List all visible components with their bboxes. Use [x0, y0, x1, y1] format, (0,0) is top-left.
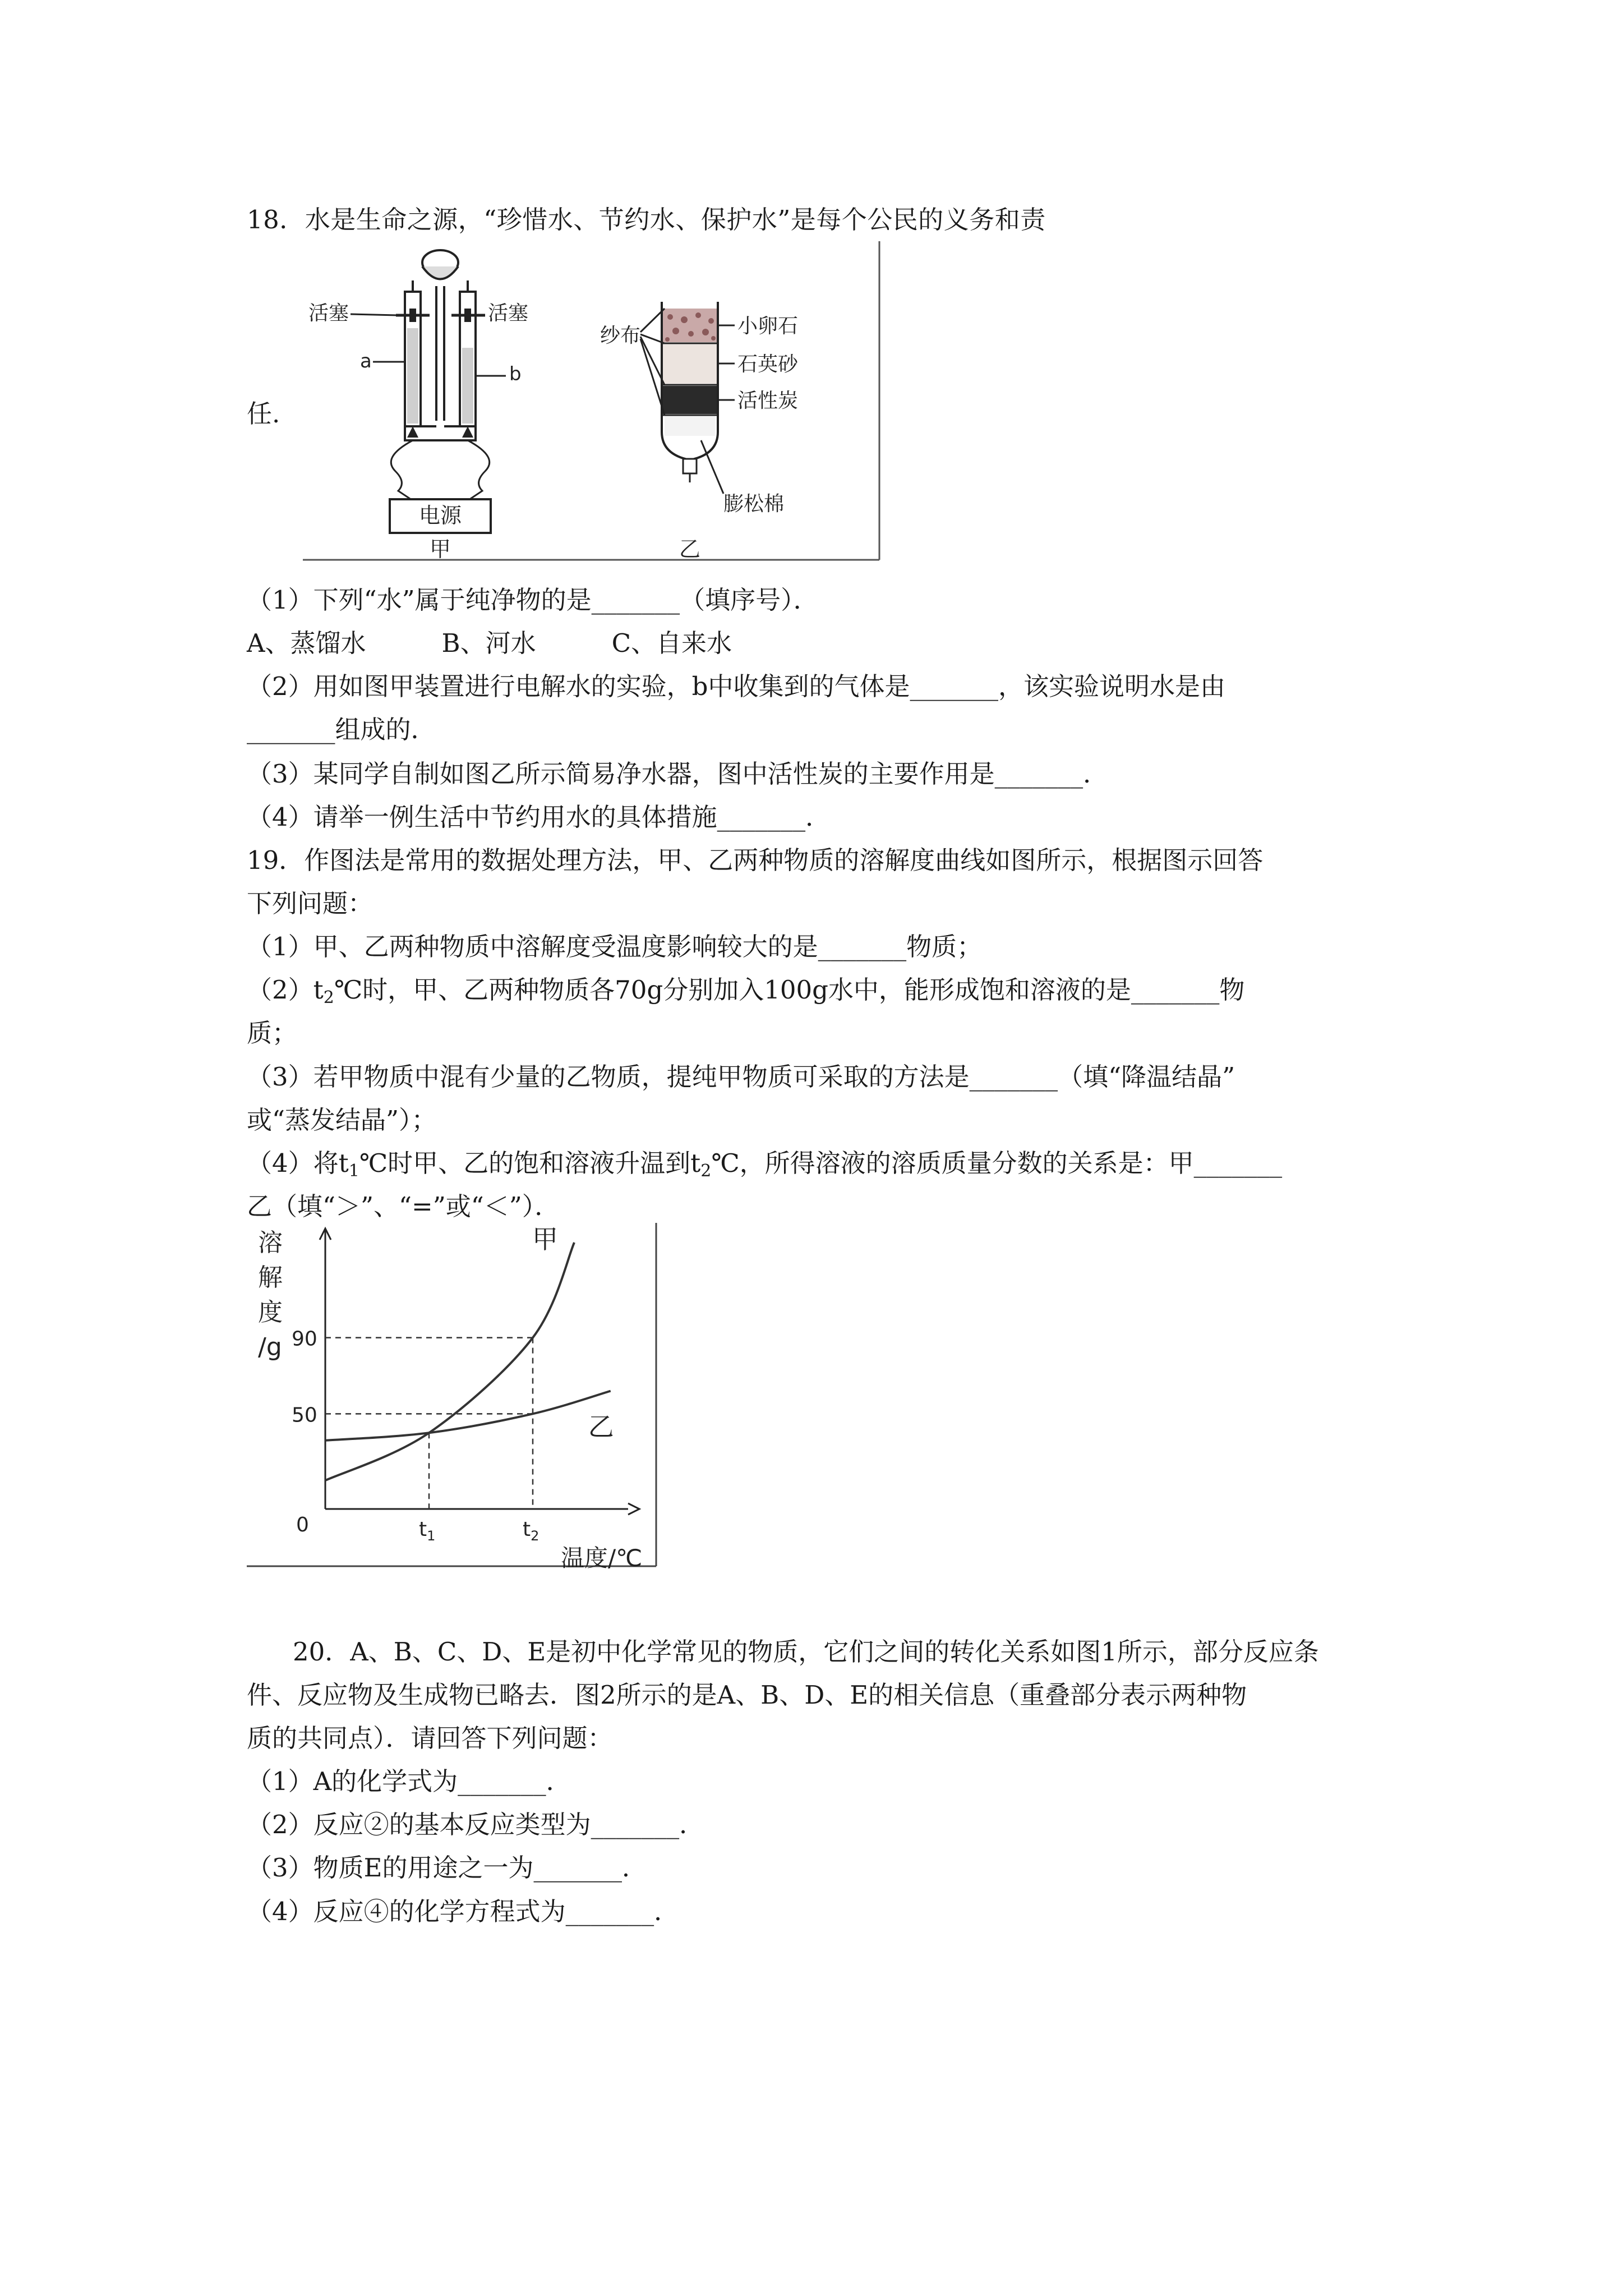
- series-line-yi: [325, 1391, 611, 1441]
- stopcock-right-label: 活塞: [488, 302, 529, 325]
- y-axis-label-part: /g: [258, 1333, 282, 1361]
- electrolysis-apparatus: [308, 250, 528, 562]
- q19-part4: （4）将$t_1℃$时甲、乙的饱和溶液升温到$t_2℃$，所得溶液的溶质质量分数的关系是：甲_______: [247, 1148, 1283, 1181]
- q20-stem-line2: 件、反应物及生成物已略去．图2所示的是A、B、D、E的相关信息（重叠部分表示两种物: [247, 1680, 1247, 1710]
- x-axis-label: 温度/℃: [561, 1544, 643, 1572]
- activated-carbon-label: 活性炭: [737, 389, 799, 412]
- q18-part4: （4）请举一例生活中节约用水的具体措施_______．: [247, 802, 831, 832]
- q19-part2: $(2)t_2℃$时，甲、乙两种物质各70g分别加入100g水中，能形成饱和溶液的是_______物: [247, 975, 1245, 1007]
- q18-part3: （3）某同学自制如图乙所示简易净水器，图中活性炭的主要作用是_______．: [247, 759, 1109, 789]
- series-label-jia: 甲: [532, 1223, 558, 1254]
- y-axis-label-part: 解: [258, 1263, 283, 1292]
- q18-stem-cont: 任.: [247, 399, 280, 429]
- power-label: 电源: [418, 503, 462, 528]
- water-purifier: [600, 302, 799, 562]
- x-tick-label: $t_1$: [419, 1518, 436, 1544]
- x-tick-label: $t_2$: [523, 1518, 540, 1544]
- q20-stem-line3: 质的共同点）．请回答下列问题：: [247, 1723, 613, 1753]
- pebbles-label: 小卵石: [737, 315, 799, 338]
- stopcock-left-label: 活塞: [308, 302, 349, 325]
- q20-part3: （3）物质E的用途之一为_______．: [247, 1853, 647, 1883]
- tube-a-label: a: [360, 350, 372, 372]
- q19-part3a: （3）若甲物质中混有少量的乙物质，提纯甲物质可采取的方法是_______（填“降温结晶”: [247, 1062, 1235, 1092]
- gauze-label: 纱布: [600, 324, 641, 347]
- q19-part1: （1）甲、乙两种物质中溶解度受温度影响较大的是_______物质；: [247, 932, 983, 961]
- figure-yi-caption: 乙: [679, 537, 701, 562]
- q18-stem: 18．水是生命之源，“珍惜水、节约水、保护水”是每个公民的义务和责: [247, 205, 1046, 234]
- figure-jia-caption: 甲: [429, 537, 451, 562]
- q18-part2b: _______组成的．: [247, 715, 436, 744]
- y-tick-label: 50: [292, 1404, 317, 1427]
- q19-stem-line1: 19．作图法是常用的数据处理方法，甲、乙两种物质的溶解度曲线如图所示，根据图示回答: [247, 845, 1264, 875]
- q19-part2b: 质；: [247, 1018, 298, 1048]
- q20-part2: （2）反应②的基本反应类型为_______．: [247, 1810, 705, 1839]
- q18-options: A、蒸馏水 B、河水 C、自来水: [247, 628, 732, 658]
- tube-b-label: b: [509, 363, 522, 385]
- quartz-sand-label: 石英砂: [737, 353, 799, 376]
- q20-stem-line1: 20．A、B、C、D、E是初中化学常见的物质，它们之间的转化关系如图1所示，部分反应条: [293, 1637, 1319, 1667]
- q19-part4b: 乙（填“＞”、“=”或“＜”）．: [247, 1191, 560, 1221]
- q18-part1: （1）下列“水”属于纯净物的是_______（填序号）．: [247, 585, 819, 615]
- series-label-yi: 乙: [588, 1411, 614, 1442]
- q19-part3b: 或“蒸发结晶”）；: [247, 1105, 437, 1135]
- q19-stem-line2: 下列问题：: [247, 889, 374, 918]
- q18-figure: [297, 236, 886, 564]
- y-axis-label-part: 溶: [258, 1228, 283, 1257]
- q20-part4: （4）反应④的化学方程式为_______．: [247, 1897, 680, 1926]
- cotton-label: 膨松棉: [723, 493, 785, 516]
- q18-part2a: （2）用如图甲装置进行电解水的实验，b中收集到的气体是_______，该实验说明水是由: [247, 671, 1225, 701]
- series-line-jia: [325, 1243, 574, 1480]
- solubility-chart: [247, 1223, 662, 1582]
- y-axis-label-part: 度: [258, 1298, 283, 1327]
- y-tick-label: 90: [292, 1327, 317, 1351]
- q20-part1: （1）A的化学式为_______．: [247, 1766, 571, 1796]
- x-axis-arrow: [628, 1503, 639, 1515]
- y-tick-label: 0: [296, 1513, 309, 1536]
